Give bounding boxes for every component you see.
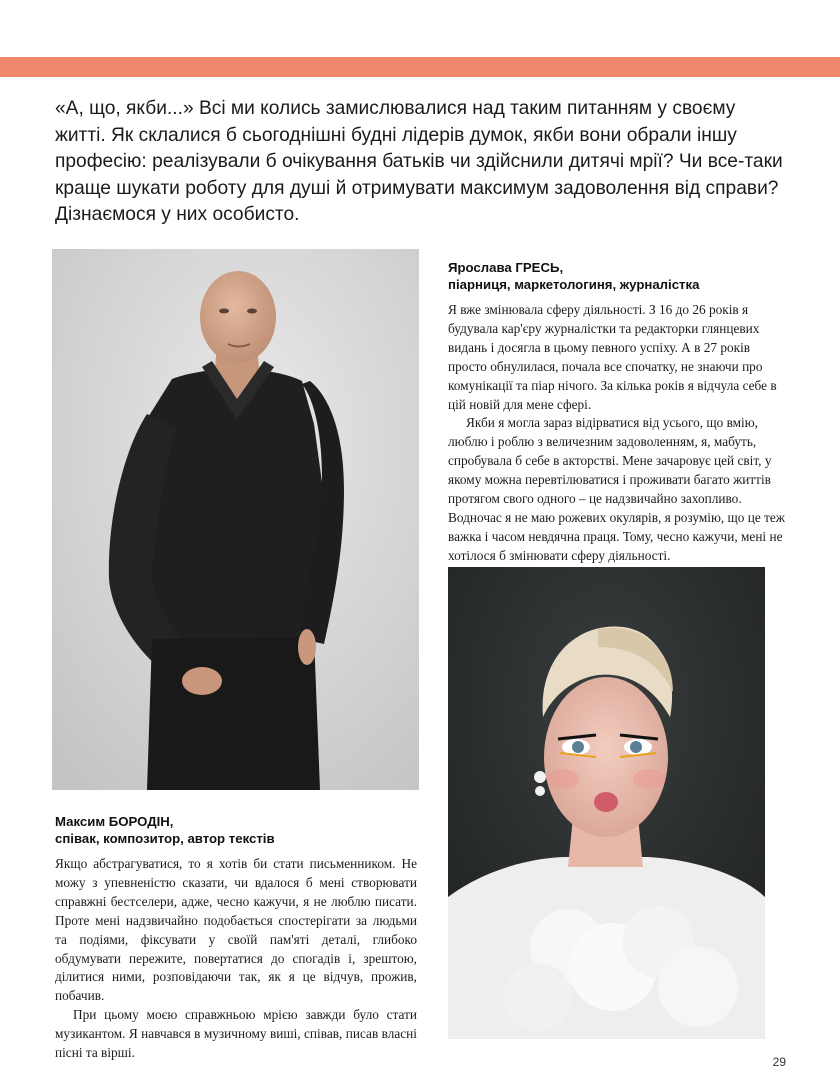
maksym-paragraph: При цьому моєю справжньою мрією завжди було стати музикантом. Я навчався в музичному виші, співав, писав власні пісні та вірші.	[55, 1007, 417, 1061]
yaroslava-name: Ярослава ГРЕСЬ,	[448, 260, 564, 275]
photo-yaroslava-gres	[448, 567, 765, 1039]
accent-header-bar	[0, 57, 840, 77]
intro-text: «А, що, якби...» Всі ми колись замислювалися над таким питанням у своєму житті. Як склалися б сьогоднішні будні лідерів думок, якби вони обрали іншу професію: реалізували б очікування батьків чи здійснили дитячі мрії? Чи все-таки краще шукати роботу для душі й отримувати максимум задоволення від справи? Дізнаємося у них особисто.	[55, 98, 783, 225]
yaroslava-role: піарниця, маркетологиня, журналістка	[448, 277, 700, 292]
yaroslava-text	[448, 301, 790, 566]
photo-maksym-borodin	[52, 249, 419, 790]
maksym-paragraph: Якщо абстрагуватися, то я хотів би стати письменником. Не можу з упевненістю сказати, чи вдалося б мені створювати справжні бестселери, адже, чесно кажучи, я не люблю писати. Проте мені надзвичайно подобається спостерігати за людьми та подіями, фіксувати у своїй пам'яті деталі, глибоко обдумувати пережите, повертатися до спогадів і, зрештою, ділитися ними, розповідаючи так, як я це відчув, прожив, побачив.	[55, 856, 417, 1004]
yaroslava-paragraph: Я вже змінювала сферу діяльності. З 16 до 26 років я будувала кар'єру журналістки та редакторки глянцевих видань і досягла в цьому певного успіху. А в 27 років просто обнулилася, почала все спочатку, не знаючи про комунікації та піар нічого. За кілька років я відчула себе в цій новій для мене сфері.	[448, 302, 777, 412]
intro-lead	[55, 96, 790, 229]
yaroslava-heading	[448, 259, 699, 293]
page-number: 29	[772, 1055, 786, 1069]
maksym-heading	[55, 813, 275, 847]
maksym-name: Максим БОРОДІН,	[55, 814, 174, 829]
maksym-text	[55, 855, 417, 1063]
yaroslava-paragraph: Якби я могла зараз відірватися від усього, що вмію, люблю і роблю з величезним задоволенням, я, мабуть, спробувала б себе в акторстві. Мене зачаровує цей світ, у якому можна перевтілюватися і проживати багато життів протягом свого одного – це надзвичайно захопливо. Водночас я не маю рожевих окулярів, я розумію, що це теж важка і часом невдячна праця. Тому, чесно кажучи, мені не хотілося б змінювати сферу діяльності.	[448, 415, 785, 563]
maksym-role: співак, композитор, автор текстів	[55, 831, 275, 846]
